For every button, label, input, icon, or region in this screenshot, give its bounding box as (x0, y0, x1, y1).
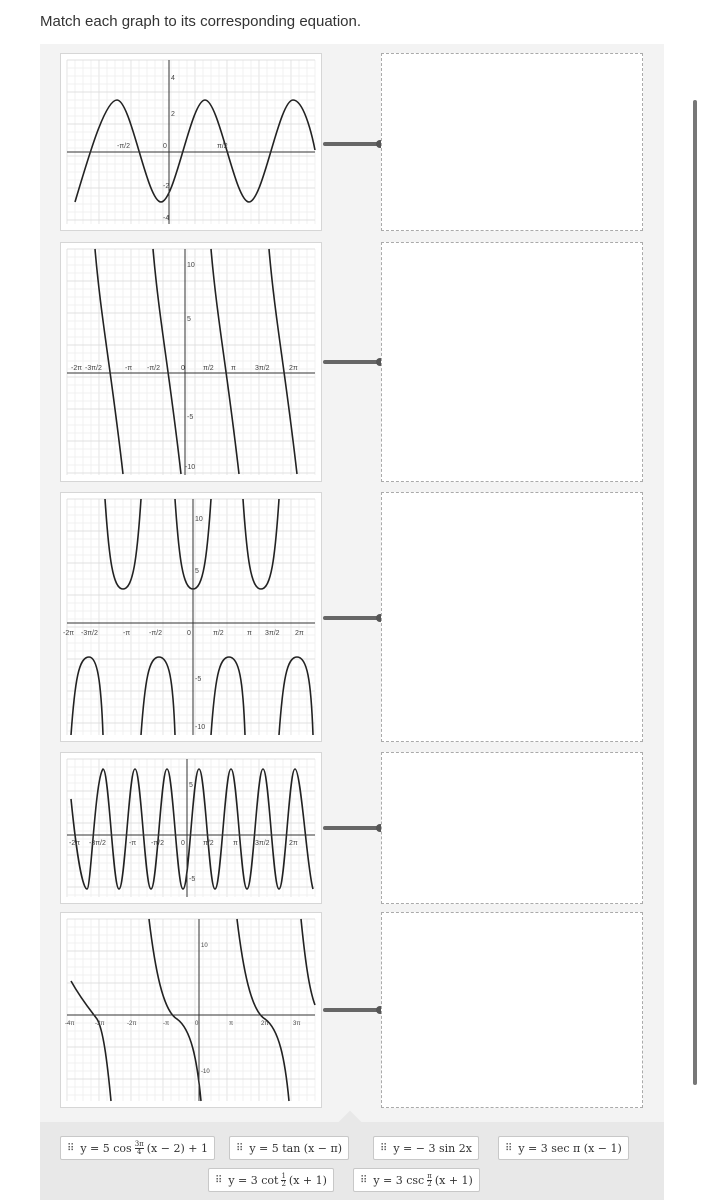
graph-curve-5c (237, 919, 289, 1101)
graph-2-tick-x-6: π (231, 365, 236, 372)
graph-5-tick-y-0: 10 (201, 943, 208, 949)
graph-2-tick-x-1: -3π/2 (85, 365, 102, 372)
graph-card-4[interactable] (60, 752, 322, 904)
graph-3-tick-x-0: -2π (63, 630, 75, 637)
answer-chip-cot-tail: (x + 1) (288, 1173, 327, 1187)
graph-4-tick-x-5: π/2 (203, 840, 214, 847)
drag-handle-icon: ⠿ (380, 1142, 388, 1154)
graph-3-tick-y-3: -10 (195, 724, 206, 731)
answer-chip-cos-fraction (135, 1141, 144, 1156)
graph-3-tick-x-4: 0 (187, 630, 191, 637)
graph-4-tick-x-6: π (233, 840, 238, 847)
graph-4-tick-x-4: 0 (181, 840, 185, 847)
graph-5-tick-x-7: 3π (293, 1021, 301, 1027)
graph-3-tick-x-8: 2π (295, 630, 304, 637)
graph-5-tick-x-0: -4π (65, 1021, 75, 1027)
drop-zone-3[interactable] (381, 492, 643, 742)
graph-curve-3c (243, 499, 279, 589)
answer-chip-tan[interactable] (229, 1136, 349, 1160)
drag-handle-icon: ⠿ (215, 1174, 223, 1186)
graph-3-tick-x-1: -3π/2 (81, 630, 98, 637)
match-connector-3[interactable] (323, 616, 381, 620)
answer-chip-csc-tail: (x + 1) (434, 1173, 473, 1187)
graph-5-tick-x-2: -2π (127, 1021, 137, 1027)
graph-curve-5d (301, 919, 315, 1005)
graph-5-tick-x-6: 2π (261, 1021, 269, 1027)
graph-3-tick-y-2: -5 (195, 676, 202, 683)
graph-2-tick-x-4: 0 (181, 365, 185, 372)
graph-3-tick-x-5: π/2 (213, 630, 224, 637)
graph-3-tick-y-1: 5 (195, 568, 199, 575)
answer-bank (40, 1122, 664, 1200)
answer-chip-cos[interactable] (60, 1136, 215, 1160)
graph-4-tick-x-1: -3π/2 (89, 840, 106, 847)
graph-3-tick-y-0: 10 (195, 516, 203, 523)
graph-3-tick-x-6: π (247, 630, 252, 637)
match-connector-2[interactable] (323, 360, 381, 364)
graph-2-tick-x-7: 3π/2 (255, 365, 270, 372)
drag-handle-icon: ⠿ (67, 1142, 75, 1154)
answer-chip-sin[interactable] (373, 1136, 479, 1160)
answer-chip-cos-denominator: 4 (136, 1147, 142, 1156)
graph-1-tick-x-2: π/2 (217, 143, 228, 150)
graph-5-tick-x-4: 0 (195, 1021, 199, 1027)
drag-handle-icon: ⠿ (505, 1142, 513, 1154)
graph-card-1[interactable] (60, 53, 322, 231)
graph-4-tick-x-0: -2π (69, 840, 81, 847)
graph-grid-2 (67, 249, 315, 475)
answer-chip-cot-numerator: 1 (281, 1171, 286, 1180)
graph-2-tick-x-3: -π/2 (147, 365, 160, 372)
graph-plot-1 (67, 60, 315, 224)
graph-grid-3 (67, 499, 315, 735)
answer-chip-cot-denominator: 2 (281, 1179, 286, 1188)
answer-chip-sin-text: y = − 3 sin 2x (393, 1141, 472, 1155)
graph-2-tick-x-2: -π (125, 365, 133, 372)
graph-grid-1 (67, 60, 315, 224)
answer-chip-sec-text: y = 3 sec π (x − 1) (518, 1141, 622, 1155)
drop-zone-5[interactable] (381, 912, 643, 1108)
graph-5-tick-x-5: π (229, 1021, 234, 1027)
answer-chip-csc-denominator: 2 (427, 1179, 432, 1188)
graph-2-tick-y-1: 5 (187, 316, 191, 323)
graph-2-tick-y-0: 10 (187, 262, 195, 269)
graph-4-tick-x-7: 3π/2 (255, 840, 270, 847)
graph-1-tick-x-1: 0 (163, 143, 167, 150)
match-connector-5[interactable] (323, 1008, 381, 1012)
answer-chip-sec[interactable] (498, 1136, 629, 1160)
match-connector-1[interactable] (323, 142, 381, 146)
graph-4-tick-x-8: 2π (289, 840, 298, 847)
answer-chip-cos-tail: (x − 2) + 1 (146, 1141, 208, 1155)
graph-plot-2 (67, 249, 315, 475)
graph-5-tick-x-3: -π (163, 1021, 170, 1027)
answer-chip-cos-lead: y = 5 cos (80, 1141, 132, 1155)
graph-4-tick-y-0: 5 (189, 782, 193, 789)
graph-1-tick-x-0: -π/2 (117, 143, 130, 150)
graph-curve-5b (149, 919, 201, 1101)
graph-4-tick-x-2: -π (129, 840, 137, 847)
graph-1-tick-y-2: -2 (163, 183, 170, 190)
answer-chip-cot-fraction (281, 1173, 285, 1188)
answer-chip-csc-fraction (427, 1173, 432, 1188)
scrollbar[interactable] (693, 100, 697, 1085)
graph-card-2[interactable] (60, 242, 322, 482)
graph-card-3[interactable] (60, 492, 322, 742)
graph-5-tick-x-1: -3π (95, 1021, 105, 1027)
graph-1-tick-y-1: 2 (171, 111, 175, 118)
graph-2-tick-x-5: π/2 (203, 365, 214, 372)
answer-chip-cot[interactable] (208, 1168, 334, 1192)
graph-3-tick-x-2: -π (123, 630, 131, 637)
drag-handle-icon: ⠿ (360, 1174, 368, 1186)
match-connector-4[interactable] (323, 826, 381, 830)
drag-handle-icon: ⠿ (236, 1142, 244, 1154)
graph-curve-2b (153, 249, 181, 474)
answer-chip-csc[interactable] (353, 1168, 480, 1192)
graph-plot-3 (63, 499, 315, 735)
graph-3-tick-x-3: -π/2 (149, 630, 162, 637)
graph-card-5[interactable] (60, 912, 322, 1108)
graph-plot-5 (67, 919, 315, 1101)
answer-chip-csc-numerator: π (427, 1171, 432, 1180)
graph-2-tick-y-3: -10 (185, 464, 196, 471)
drop-zone-2[interactable] (381, 242, 643, 482)
graph-2-tick-x-0: -2π (71, 365, 83, 372)
question-prompt: Match each graph to its corresponding equation. (40, 13, 362, 30)
answer-chip-cot-lead: y = 3 cot (228, 1173, 279, 1187)
graph-2-tick-x-8: 2π (289, 365, 298, 372)
drop-zone-1[interactable] (381, 53, 643, 231)
graph-2-tick-y-2: -5 (187, 414, 194, 421)
graph-1-tick-y-3: -4 (163, 215, 170, 222)
graph-3-tick-x-7: 3π/2 (265, 630, 280, 637)
graph-4-tick-x-3: -π/2 (151, 840, 164, 847)
graph-plot-4 (67, 759, 315, 897)
answer-chip-tan-text: y = 5 tan (x − π) (249, 1141, 343, 1155)
graph-grid-5 (67, 919, 315, 1101)
drop-zone-4[interactable] (381, 752, 643, 904)
answer-chip-csc-lead: y = 3 csc (373, 1173, 425, 1187)
graph-4-tick-y-1: -5 (189, 876, 196, 883)
answer-chip-cos-numerator: 3π (134, 1139, 144, 1148)
graph-1-tick-y-0: 4 (171, 75, 175, 82)
graph-5-tick-y-1: -10 (201, 1069, 210, 1075)
